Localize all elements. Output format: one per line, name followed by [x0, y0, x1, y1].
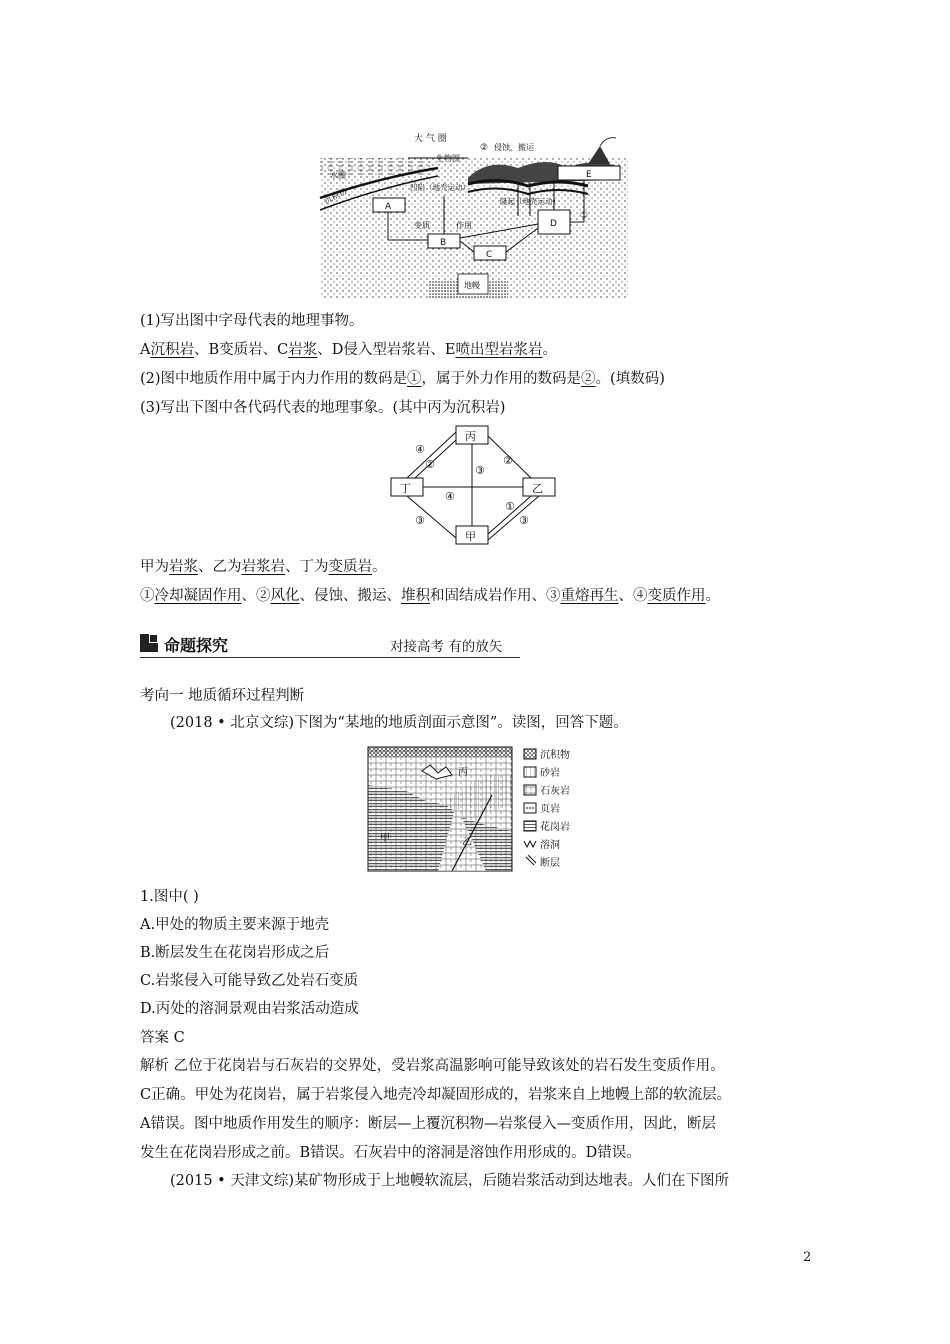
section-header [140, 630, 520, 660]
answer-a: 沉积岩 [150, 342, 194, 358]
ans3a-p4: 。 [372, 559, 387, 575]
analysis-line-1: 解析 乙位于花岗岩与石灰岩的交界处，受岩浆高温影响可能导致该处的岩石发生变质作用。 [140, 1058, 725, 1074]
ans3a-p3: 、丁为 [285, 559, 329, 575]
ans3a-yi: 岩浆岩 [241, 559, 285, 575]
mantle-label: 地幔 [464, 281, 480, 290]
edge-label-1: ① [505, 500, 515, 513]
question-2-answer-2: ② [581, 371, 596, 387]
question-2 [140, 369, 665, 389]
analysis-line-3: A错误。图中地质作用发生的顺序：断层—上覆沉积物—岩浆侵入—变质作用，因此，断层 [140, 1116, 716, 1132]
question-intro-2015: (2015 • 天津文综)某矿物形成于上地幔软流层，后随岩浆活动到达地表。人们在下图所 [170, 1173, 729, 1189]
legend-sandstone: 砂岩 [540, 768, 560, 779]
legend-shale: 页岩 [540, 804, 560, 815]
ans3a-jia: 岩浆 [169, 559, 198, 575]
edge-label-4b: ④ [445, 490, 455, 503]
question-1-answer [140, 340, 557, 360]
analysis-line-4: 发生在花岗岩形成之前。B错误。石灰岩中的溶洞是溶蚀作用形成的。D错误。 [140, 1145, 641, 1161]
legend-cave: 溶洞 [540, 840, 560, 851]
edge-label-3c: ③ [519, 514, 529, 527]
ans3b-p2: 、侵蚀、搬运、 [299, 588, 401, 604]
edge-label-3b: ③ [415, 514, 425, 527]
question-3-prompt: (3)写出下图中各代码代表的地理事象。(其中丙为沉积岩) [140, 400, 506, 416]
box-d: D [550, 219, 557, 229]
label-bing: 丙 [458, 767, 468, 778]
ans3b-p1: 、② [241, 588, 271, 604]
ans3b-a4: 重熔再生 [560, 588, 619, 604]
node-bing: 丙 [465, 430, 476, 443]
answer-a-label: A [140, 342, 151, 358]
legend-limestone: 石灰岩 [540, 786, 570, 797]
question-2-mid: ，属于外力作用的数码是 [421, 371, 582, 387]
answer-end: 。 [542, 342, 557, 358]
question-2-suffix: 。(填数码) [595, 371, 665, 387]
ans3a-ding: 变质岩 [328, 559, 372, 575]
ans3a-p1: 甲为 [140, 559, 169, 575]
exam-direction-heading: 考向一 地质循环过程判断 [140, 688, 305, 704]
ans3b-p5: 。 [705, 588, 720, 604]
page-number: 2 [803, 1250, 812, 1265]
atmosphere-label: 大 气 圈 [414, 134, 447, 144]
question-3-answer-a [140, 557, 387, 577]
section-subtitle: 对接高考 有的放矢 [390, 639, 503, 655]
question-2-prefix: (2)图中地质作用中属于内力作用的数码是 [140, 371, 408, 387]
rock-cycle-diagram [318, 128, 630, 300]
ans3a-p2: 、乙为 [198, 559, 242, 575]
ans3b-p4: 、④ [618, 588, 648, 604]
hydrosphere-label: 水圈 [330, 171, 346, 180]
box-e: E [586, 170, 592, 180]
edge-label-2b: ② [503, 454, 513, 467]
legend-sediment: 沉积物 [540, 750, 570, 761]
node-yi: 乙 [532, 482, 543, 495]
geological-section-diagram [366, 745, 586, 875]
edge-label-4a: ④ [415, 443, 425, 456]
question-1-prompt: (1)写出图中字母代表的地理事物。 [140, 313, 364, 329]
ans3b-n1: ① [140, 588, 155, 604]
analysis-line-2: C正确。甲处为花岗岩，属于岩浆侵入地壳冷却凝固形成的，岩浆来自上地幔上部的软流层。 [140, 1087, 732, 1103]
metamorphism-label-b: 作用 [456, 221, 472, 230]
answer-b-text: 、B变质岩、C [193, 342, 289, 358]
circle-1-label: ① [580, 211, 589, 221]
answer: 答案 C [140, 1030, 185, 1046]
answer-c: 岩浆 [288, 342, 318, 358]
subsidence-label: 凹陷（地壳运动） [410, 183, 470, 192]
answer-e: 喷出型岩浆岩 [455, 342, 543, 358]
section-divider [140, 657, 520, 658]
erosion-label: 侵蚀、搬运 [494, 143, 534, 152]
label-jia: 甲 [380, 833, 390, 844]
section-title: 命题探究 [164, 636, 229, 655]
section-marker-icon [140, 634, 158, 652]
ans3b-a5: 变质作用 [647, 588, 706, 604]
ans3b-p3: 和固结成岩作用、③ [430, 588, 561, 604]
ans3b-a2: 风化 [270, 588, 300, 604]
edge-label-3a: ③ [475, 464, 485, 477]
question-3-answer-b [140, 586, 720, 606]
question-2-answer-1: ① [407, 371, 422, 387]
box-c: C [486, 250, 493, 260]
legend-granite: 花岗岩 [540, 822, 570, 833]
biosphere-label: 生物圈 [436, 154, 460, 163]
box-b: B [440, 238, 447, 248]
edge-label-2a: ② [425, 458, 435, 471]
question-intro-2018: (2018 • 北京文综)下图为“某地的地质剖面示意图”。读图，回答下题。 [170, 715, 628, 731]
option-d: D.丙处的溶洞景观由岩浆活动造成 [140, 1001, 359, 1017]
node-jia: 甲 [465, 530, 476, 543]
ans3b-a1: 冷却凝固作用 [154, 588, 242, 604]
option-b: B.断层发生在花岗岩形成之后 [140, 945, 330, 961]
metamorphism-label-a: 变质 [414, 221, 430, 230]
rock-cycle-square-diagram [385, 420, 565, 550]
circle-2-label: ② [480, 143, 489, 153]
legend-fault: 断层 [540, 858, 560, 869]
answer-d-text: 、D侵入型岩浆岩、E [317, 342, 456, 358]
option-a: A.甲处的物质主要来源于地壳 [140, 917, 330, 933]
box-a: A [385, 202, 392, 212]
uplift-label: 隆起（地壳运动） [500, 197, 560, 206]
option-c: C.岩浆侵入可能导致乙处岩石变质 [140, 973, 359, 989]
node-ding: 丁 [400, 482, 411, 495]
question-stem: 1.图中( ) [140, 889, 199, 905]
ans3b-a3: 堆积 [401, 588, 430, 604]
label-yi: 乙 [462, 837, 472, 848]
sediment-label: 沉积物 [322, 186, 349, 206]
